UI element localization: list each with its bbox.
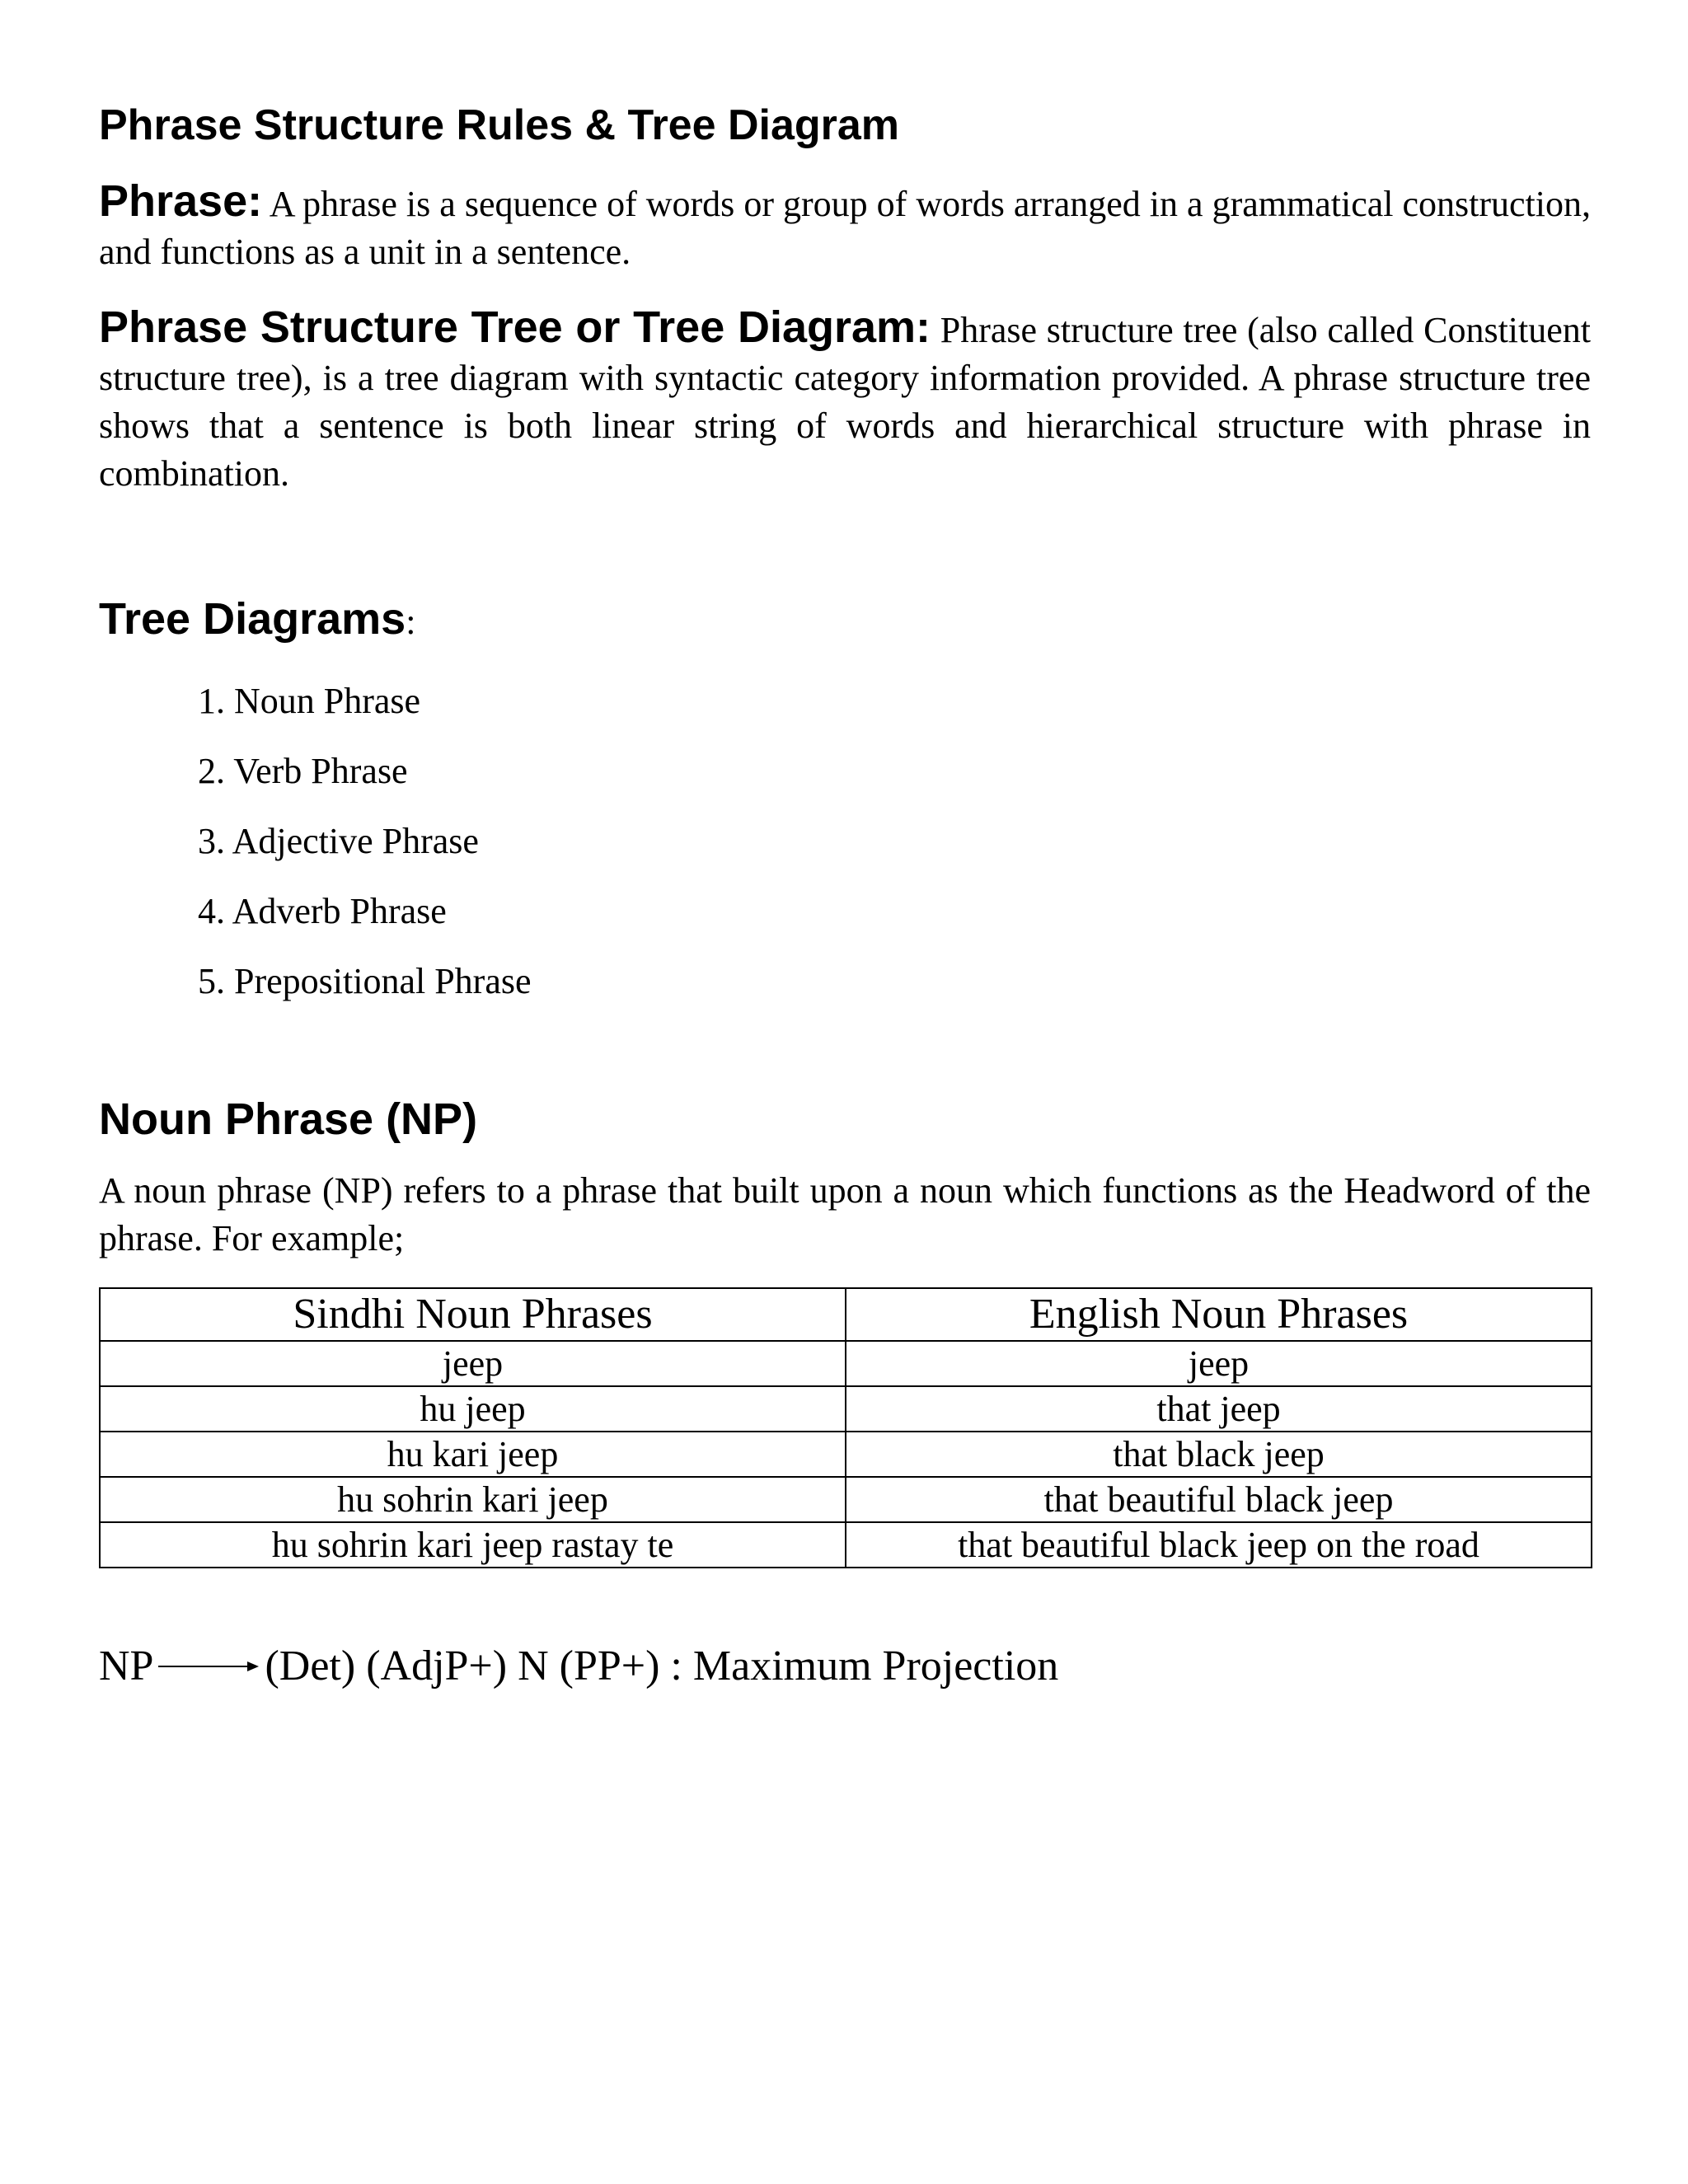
table-row — [100, 1341, 1592, 1386]
table-row — [100, 1477, 1592, 1522]
noun-phrase-heading: Noun Phrase (NP) — [99, 1094, 478, 1144]
rule-lhs: NP — [99, 1643, 154, 1690]
tree-diagrams-colon: : — [406, 602, 416, 642]
table-cell: that jeep — [846, 1386, 1592, 1432]
list-item: 3. Adjective Phrase — [198, 821, 479, 861]
table-header-english: English Noun Phrases — [846, 1288, 1592, 1341]
right-arrow-icon — [158, 1658, 261, 1675]
table-cell: jeep — [100, 1341, 846, 1386]
table-header-sindhi: Sindhi Noun Phrases — [100, 1288, 846, 1341]
table-row — [100, 1522, 1592, 1568]
table-cell: hu sohrin kari jeep — [100, 1477, 846, 1522]
noun-phrase-description: A noun phrase (NP) refers to a phrase that built upon a noun which functions as the Headword of the phrase. For example; — [99, 1170, 1591, 1258]
noun-phrase-table — [99, 1287, 1592, 1568]
list-item: 1. Noun Phrase — [198, 681, 421, 721]
tree-diagram-list — [198, 666, 532, 1016]
table-cell: that black jeep — [846, 1432, 1592, 1477]
list-item: 5. Prepositional Phrase — [198, 961, 532, 1001]
phrase-label: Phrase: — [99, 176, 263, 226]
table-cell: that beautiful black jeep on the road — [846, 1522, 1592, 1568]
phrase-definition — [99, 177, 1591, 276]
tree-diagrams-heading — [99, 592, 415, 649]
tree-text: Phrase structure tree (also called Constituent structure tree), is a tree diagram with syntactic category information provided. A phrase structure tree shows that a sentence is both linear string of words and hierarchical structure with phrase in combination. — [99, 310, 1591, 494]
tree-label: Phrase Structure Tree or Tree Diagram: — [99, 302, 931, 352]
table-row — [100, 1432, 1592, 1477]
list-item: 4. Adverb Phrase — [198, 891, 447, 931]
table-cell: jeep — [846, 1341, 1592, 1386]
phrase-text: A phrase is a sequence of words or group of words arranged in a grammatical construction, and functions as a unit in a sentence. — [99, 184, 1591, 272]
page-title: Phrase Structure Rules & Tree Diagram — [99, 101, 900, 149]
rule-rhs: (Det) (AdjP+) N (PP+) : Maximum Projection — [265, 1643, 1059, 1690]
table-cell: hu sohrin kari jeep rastay te — [100, 1522, 846, 1568]
list-item: 2. Verb Phrase — [198, 751, 408, 791]
table-cell: hu kari jeep — [100, 1432, 846, 1477]
phrase-structure-rule — [99, 1640, 1058, 1693]
table-header-row — [100, 1288, 1592, 1341]
table-cell: hu jeep — [100, 1386, 846, 1432]
tree-definition — [99, 303, 1591, 498]
table-row — [100, 1386, 1592, 1432]
tree-diagrams-heading-text: Tree Diagrams — [99, 594, 406, 644]
table-cell: that beautiful black jeep — [846, 1477, 1592, 1522]
